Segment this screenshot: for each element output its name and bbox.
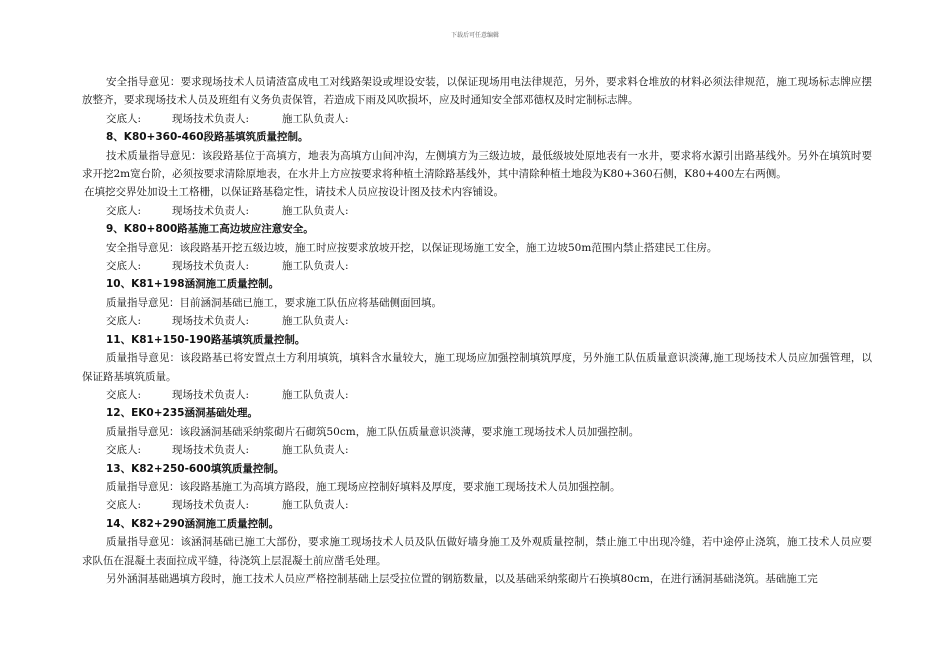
paragraph: 质量指导意见：目前涵洞基础已施工，要求施工队伍应将基础侧面回填。 [106, 296, 442, 309]
sign-site-tech: 现场技术负责人: [172, 444, 250, 457]
header-note: 下载后可任意编辑 [450, 32, 499, 39]
paragraph: 安全指导意见：该段路基开挖五级边坡，施工时应按要求放坡开挖，以保证现场施工安全，施工边坡50m范围内禁止搭建民工住房。 [106, 241, 718, 254]
paragraph: 安全指导意见：要求现场技术人员请渣富成电工对线路架设或埋设安装，以保证现场用电法律规范，另外，要求料仓堆放的材料必须法律规范，施工现场标志牌应摆放整齐，要求现场技术人员及班组有义务负责保管，若造成下雨及风吹损坏，应及时通知安全部邓德权及时定制标志牌。 [82, 76, 872, 107]
sign-team: 施工队负责人: [282, 204, 349, 217]
signature-line [82, 202, 872, 220]
sign-site-tech: 现场技术负责人: [172, 112, 250, 125]
section-heading-9: 9、K80+800路基施工高边坡应注意安全。 [106, 223, 314, 236]
paragraph: 质量指导意见：该段路基已将安置点土方利用填筑，填料含水量较大，施工现场应加强控制填筑厚度，另外施工队伍质量意识淡薄,施工现场技术人员应加强管理，以保证路基填筑质量。 [82, 352, 872, 383]
paragraph: 技术质量指导意见：该段路基位于高填方，地表为高填方山间冲沟，左侧填方为三级边坡，最低级坡处原地表有一水井，要求将水源引出路基线外。另外在填筑时要求开挖2m宽台阶，必须按要求清除原地表，在水井上方应按要求将种植土清除路基线外，其中清除种植土地段为K80+360石侧，K80+400左右两侧。 [82, 149, 872, 181]
paragraph: 另外涵洞基础遇填方段时，施工技术人员应严格控制基础上层受拉位置的钢筋数量，以及基础采纳浆砌片石换填80cm，在进行涵洞基础浇筑。基础施工完 [106, 572, 818, 585]
section-heading-10: 10、K81+198涵洞施工质量控制。 [106, 278, 280, 291]
document-body [82, 73, 872, 588]
sign-handover: 交底人: [106, 499, 142, 512]
signature-line [82, 496, 872, 514]
paragraph: 质量指导意见：该涵洞基础已施工大部份，要求施工现场技术人员及队伍做好墙身施工及外观质量控制，禁止施工中出现冷缝，若中途停止浇筑，施工技术人员应要求队伍在混凝土表面拉成平缝，待浇筑上层混凝土前应凿毛处理。 [82, 536, 872, 567]
sign-site-tech: 现场技术负责人: [172, 315, 250, 328]
sign-team: 施工队负责人: [282, 388, 349, 401]
paragraph: 质量指导意见：该段涵洞基础采纳浆砌片石砌筑50cm，施工队伍质量意识淡薄，要求施工现场技术人员加强控制。 [106, 425, 640, 438]
signature-line [82, 441, 872, 459]
signature-line [82, 312, 872, 330]
paragraph: 在填挖交界处加设土工格栅，以保证路基稳定性，请技术人员应按设计图及技术内容铺设。 [84, 186, 504, 199]
signature-line [82, 110, 872, 128]
signature-line [82, 257, 872, 275]
section-heading-8: 8、K80+360-460段路基填筑质量控制。 [106, 131, 309, 144]
sign-handover: 交底人: [106, 444, 142, 457]
sign-handover: 交底人: [106, 388, 142, 401]
sign-handover: 交底人: [106, 204, 142, 217]
sign-team: 施工队负责人: [282, 260, 349, 273]
signature-line [82, 386, 872, 404]
section-heading-14: 14、K82+290涵洞施工质量控制。 [106, 517, 280, 530]
section-heading-13: 13、K82+250-600填筑质量控制。 [106, 462, 285, 475]
sign-handover: 交底人: [106, 112, 142, 125]
paragraph: 质量指导意见：该段路基施工为高填方路段，施工现场应控制好填料及厚度，要求施工现场技术人员加强控制。 [106, 480, 621, 493]
section-heading-12: 12、EK0+235涵洞基础处理。 [106, 407, 258, 420]
sign-handover: 交底人: [106, 315, 142, 328]
sign-site-tech: 现场技术负责人: [172, 499, 250, 512]
section-heading-11: 11、K81+150-190路基填筑质量控制。 [106, 333, 306, 346]
sign-site-tech: 现场技术负责人: [172, 260, 250, 273]
sign-team: 施工队负责人: [282, 112, 349, 125]
sign-site-tech: 现场技术负责人: [172, 204, 250, 217]
sign-handover: 交底人: [106, 260, 142, 273]
sign-team: 施工队负责人: [282, 315, 349, 328]
sign-team: 施工队负责人: [282, 444, 349, 457]
sign-team: 施工队负责人: [282, 499, 349, 512]
sign-site-tech: 现场技术负责人: [172, 388, 250, 401]
